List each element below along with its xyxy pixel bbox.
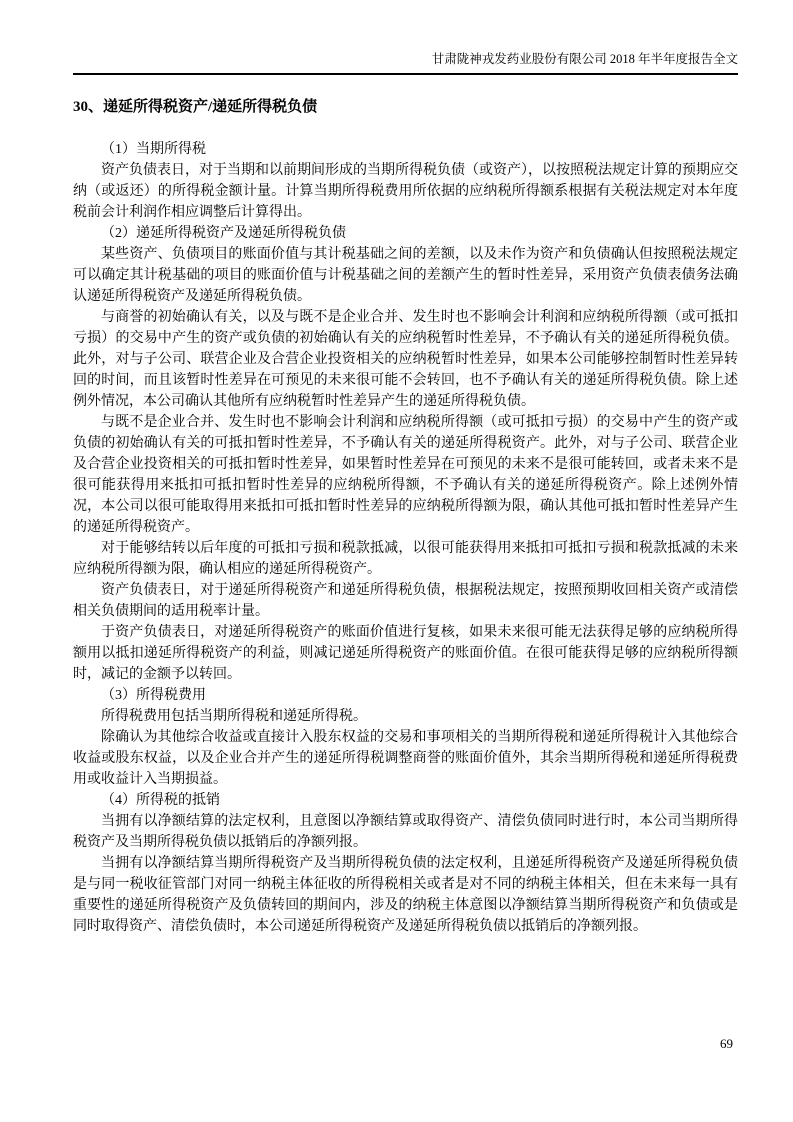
paragraph: 资产负债表日，对于递延所得税资产和递延所得税负债，根据税法规定，按照预期收回相关资产或清偿相关负债期间的适用税率计量。 — [73, 583, 738, 619]
paragraph: 资产负债表日，对于当期和以前期间形成的当期所得税负债（或资产），以按照税法规定计算的预期应交纳（或返还）的所得税金额计量。计算当期所得税费用所依据的应纳税所得额系根据有关税法规定对本年度税前会计利润作相应调整后计算得出。 — [73, 163, 738, 220]
paragraph: 所得税费用包括当期所得税和递延所得税。 — [101, 709, 367, 724]
paragraph: 当拥有以净额结算的法定权利，且意图以净额结算或取得资产、清偿负债同时进行时，本公司当期所得税资产及当期所得税负债以抵销后的净额列报。 — [73, 814, 738, 850]
paragraph: 与商誉的初始确认有关，以及与既不是企业合并、发生时也不影响会计利润和应纳税所得额（或可抵扣亏损）的交易中产生的资产或负债的初始确认有关的应纳税暂时性差异，不予确认有关的递延所得税负债。此外，对与子公司、联营企业及合营企业投资相关的应纳税暂时性差异，如果本公司能够控制暂时性差异转回的时间，而且该暂时性差异在可预见的未来很可能不会转回，也不予确认有关的递延所得税负债。除上述例外情况，本公司确认其他所有应纳税暂时性差异产生的递延所得税负债。 — [73, 310, 738, 409]
paragraph: 除确认为其他综合收益或直接计入股东权益的交易和事项相关的当期所得税和递延所得税计入其他综合收益或股东权益，以及企业合并产生的递延所得税调整商誉的账面价值外，其余当期所得税和递延所得税费用或收益计入当期损益。 — [73, 730, 738, 787]
paragraph: 某些资产、负债项目的账面价值与其计税基础之间的差额，以及未作为资产和负债确认但按照税法规定可以确定其计税基础的项目的账面价值与计税基础之间的差额产生的暂时性差异，采用资产负债表债务法确认递延所得税资产及递延所得税负债。 — [73, 247, 738, 304]
document-content — [73, 97, 738, 937]
section-title: 30、递延所得税资产/递延所得税负债 — [73, 99, 318, 115]
paragraph: 对于能够结转以后年度的可抵扣亏损和税款抵减，以很可能获得用来抵扣可抵扣亏损和税款抵减的未来应纳税所得额为限，确认相应的递延所得税资产。 — [73, 541, 738, 577]
header-title: 甘肃陇神戎发药业股份有限公司 2018 年半年度报告全文 — [431, 52, 738, 66]
paragraph: 于资产负债表日，对递延所得税资产的账面价值进行复核，如果未来很可能无法获得足够的应纳税所得额用以抵扣递延所得税资产的利益，则减记递延所得税资产的账面价值。在很可能获得足够的应纳税所得额时，减记的金额予以转回。 — [73, 625, 738, 682]
page-header — [73, 50, 738, 75]
subsection-heading-income-tax-expense: （3）所得税费用 — [101, 688, 206, 703]
paragraph: 与既不是企业合并、发生时也不影响会计利润和应纳税所得额（或可抵扣亏损）的交易中产生的资产或负债的初始确认有关的可抵扣暂时性差异，不予确认有关的递延所得税资产。此外，对与子公司、联营企业及合营企业投资相关的可抵扣暂时性差异，如果暂时性差异在可预见的未来不是很可能转回，或者未来不是很可能获得用来抵扣可抵扣暂时性差异的应纳税所得额，不予确认有关的递延所得税资产。除上述例外情况，本公司以很可能取得用来抵扣可抵扣暂时性差异的应纳税所得额为限，确认其他可抵扣暂时性差异产生的递延所得税资产。 — [73, 415, 738, 535]
page-number: 69 — [720, 1036, 733, 1051]
subsection-heading-current-income-tax: （1）当期所得税 — [101, 142, 206, 157]
paragraph: 当拥有以净额结算当期所得税资产及当期所得税负债的法定权利，且递延所得税资产及递延所得税负债是与同一税收征管部门对同一纳税主体征收的所得税相关或者是对不同的纳税主体相关，但在未来每一具有重要性的递延所得税资产及负债转回的期间内，涉及的纳税主体意图以净额结算当期所得税资产和负债或是同时取得资产、清偿负债时，本公司递延所得税资产及递延所得税负债以抵销后的净额列报。 — [73, 856, 738, 934]
subsection-heading-deferred-tax: （2）递延所得税资产及递延所得税负债 — [101, 226, 346, 241]
subsection-heading-income-tax-offset: （4）所得税的抵销 — [101, 793, 220, 808]
